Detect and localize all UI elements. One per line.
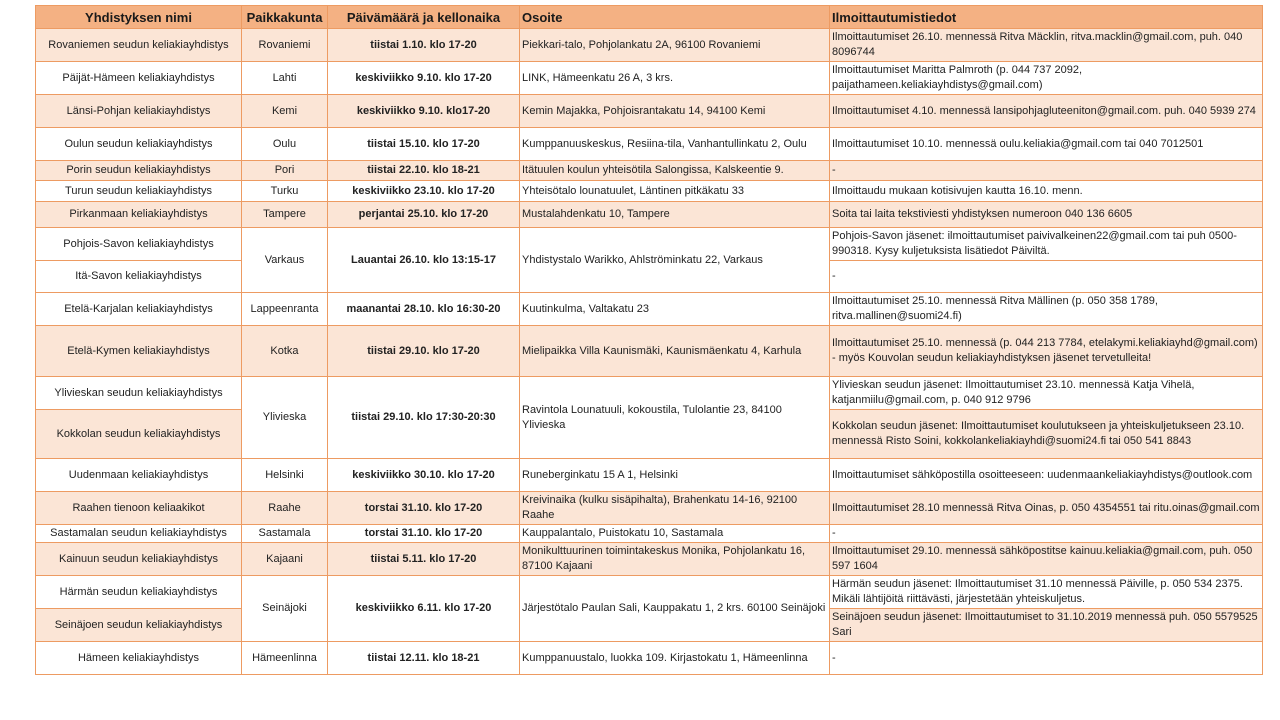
cell-name: Turun seudun keliakiayhdistys [36,181,242,202]
cell-date: keskiviikko 30.10. klo 17-20 [328,459,520,492]
cell-date: keskiviikko 9.10. klo17-20 [328,95,520,128]
table-row [36,29,1263,62]
table-row [36,377,1263,410]
cell-info: - [830,161,1263,181]
cell-info: Kokkolan seudun jäsenet: Ilmoittautumiset koulutukseen ja yhteiskuljetukseen 23.10. mennessä Risto Soini, kokkolankeliakiayhdi@suomi24.fi tai 050 541 8843 [830,410,1263,459]
cell-address: Kemin Majakka, Pohjoisrantakatu 14, 94100 Kemi [520,95,830,128]
cell-info: - [830,642,1263,675]
table-row [36,62,1263,95]
cell-address: Runeberginkatu 15 A 1, Helsinki [520,459,830,492]
table-row [36,293,1263,326]
cell-date: torstai 31.10. klo 17-20 [328,525,520,543]
cell-info: Ilmoittautumiset 25.10. mennessä (p. 044 213 7784, etelakymi.keliakiayhd@gmail.com) - myös Kouvolan seudun keliakiayhdistyksen jäsenet tervetulleita! [830,326,1263,377]
header-registration-info: Ilmoittautumistiedot [830,6,1263,29]
cell-address: Kumppanuuskeskus, Resiina-tila, Vanhantullinkatu 2, Oulu [520,128,830,161]
cell-name: Kainuun seudun keliakiayhdistys [36,543,242,576]
cell-date: tiistai 1.10. klo 17-20 [328,29,520,62]
cell-name: Ylivieskan seudun keliakiayhdistys [36,377,242,410]
cell-date: keskiviikko 23.10. klo 17-20 [328,181,520,202]
cell-info: - [830,525,1263,543]
cell-date: keskiviikko 6.11. klo 17-20 [328,576,520,642]
cell-city: Sastamala [242,525,328,543]
cell-address: Kuutinkulma, Valtakatu 23 [520,293,830,326]
events-table [35,5,1263,675]
header-date-time: Päivämäärä ja kellonaika [328,6,520,29]
cell-info: Ilmoittautumiset 26.10. mennessä Ritva Mäcklin, ritva.macklin@gmail.com, puh. 040 8096744 [830,29,1263,62]
cell-info: Härmän seudun jäsenet: Ilmoittautumiset 31.10 mennessä Päiville, p. 050 534 2375. Mikäli lähtijöitä riittävästi, järjestetään yhteiskuljetus. [830,576,1263,609]
cell-date: torstai 31.10. klo 17-20 [328,492,520,525]
header-address: Osoite [520,6,830,29]
table-row [36,181,1263,202]
cell-name: Pirkanmaan keliakiayhdistys [36,202,242,228]
table-row [36,202,1263,228]
cell-name: Uudenmaan keliakiayhdistys [36,459,242,492]
cell-address: Järjestötalo Paulan Sali, Kauppakatu 1, 2 krs. 60100 Seinäjoki [520,576,830,642]
cell-address: Yhdistystalo Warikko, Ahlströminkatu 22, Varkaus [520,228,830,293]
cell-name: Härmän seudun keliakiayhdistys [36,576,242,609]
cell-city: Lappeenranta [242,293,328,326]
cell-date: tiistai 29.10. klo 17:30-20:30 [328,377,520,459]
cell-name: Päijät-Hämeen keliakiayhdistys [36,62,242,95]
cell-name: Pohjois-Savon keliakiayhdistys [36,228,242,261]
cell-city: Tampere [242,202,328,228]
cell-city: Turku [242,181,328,202]
cell-info: Soita tai laita tekstiviesti yhdistyksen numeroon 040 136 6605 [830,202,1263,228]
cell-info: Ilmoittautumiset 29.10. mennessä sähköpostitse kainuu.keliakia@gmail.com, puh. 050 597 1604 [830,543,1263,576]
cell-name: Seinäjoen seudun keliakiayhdistys [36,609,242,642]
cell-date: tiistai 22.10. klo 18-21 [328,161,520,181]
cell-date: tiistai 12.11. klo 18-21 [328,642,520,675]
cell-date: tiistai 5.11. klo 17-20 [328,543,520,576]
table-row [36,492,1263,525]
table-row [36,543,1263,576]
cell-name: Raahen tienoon keliaakikot [36,492,242,525]
table-row [36,228,1263,261]
cell-address: Piekkari-talo, Pohjolankatu 2A, 96100 Rovaniemi [520,29,830,62]
header-association-name: Yhdistyksen nimi [36,6,242,29]
cell-city: Raahe [242,492,328,525]
cell-address: Mielipaikka Villa Kaunismäki, Kaunismäenkatu 4, Karhula [520,326,830,377]
cell-info: Ilmoittautumiset Maritta Palmroth (p. 044 737 2092, paijathameen.keliakiayhdistys@gmail.com) [830,62,1263,95]
cell-address: Itätuulen koulun yhteisötila Salongissa, Kalskeentie 9. [520,161,830,181]
cell-city: Lahti [242,62,328,95]
cell-info: Ilmoittautumiset 25.10. mennessä Ritva Mällinen (p. 050 358 1789, ritva.mallinen@suomi24.fi) [830,293,1263,326]
cell-info: Ylivieskan seudun jäsenet: Ilmoittautumiset 23.10. mennessä Katja Vihelä, katjanmiilu@gmail.com, p. 040 912 9796 [830,377,1263,410]
cell-date: tiistai 15.10. klo 17-20 [328,128,520,161]
header-city: Paikkakunta [242,6,328,29]
cell-date: perjantai 25.10. klo 17-20 [328,202,520,228]
cell-name: Kokkolan seudun keliakiayhdistys [36,410,242,459]
cell-address: Kumppanuustalo, luokka 109. Kirjastokatu 1, Hämeenlinna [520,642,830,675]
cell-address: LINK, Hämeenkatu 26 A, 3 krs. [520,62,830,95]
cell-date: Lauantai 26.10. klo 13:15-17 [328,228,520,293]
table-row [36,576,1263,609]
cell-city: Kajaani [242,543,328,576]
cell-name: Itä-Savon keliakiayhdistys [36,261,242,293]
cell-address: Kreivinaika (kulku sisäpihalta), Brahenkatu 14-16, 92100 Raahe [520,492,830,525]
cell-name: Sastamalan seudun keliakiayhdistys [36,525,242,543]
cell-info: Ilmoittautumiset 10.10. mennessä oulu.keliakia@gmail.com tai 040 7012501 [830,128,1263,161]
cell-name: Etelä-Kymen keliakiayhdistys [36,326,242,377]
cell-name: Oulun seudun keliakiayhdistys [36,128,242,161]
cell-date: maanantai 28.10. klo 16:30-20 [328,293,520,326]
cell-city: Seinäjoki [242,576,328,642]
cell-info: Pohjois-Savon jäsenet: ilmoittautumiset paivivalkeinen22@gmail.com tai puh 0500-990318. Kysy kuljetuksista lisätiedot Päiviltä. [830,228,1263,261]
cell-date: tiistai 29.10. klo 17-20 [328,326,520,377]
cell-name: Länsi-Pohjan keliakiayhdistys [36,95,242,128]
cell-city: Kemi [242,95,328,128]
cell-address: Yhteisötalo lounatuulet, Läntinen pitkäkatu 33 [520,181,830,202]
table-row [36,642,1263,675]
cell-address: Mustalahdenkatu 10, Tampere [520,202,830,228]
cell-city: Kotka [242,326,328,377]
table-row [36,161,1263,181]
cell-city: Hämeenlinna [242,642,328,675]
cell-name: Porin seudun keliakiayhdistys [36,161,242,181]
table-row [36,459,1263,492]
table-row [36,95,1263,128]
cell-name: Hämeen keliakiayhdistys [36,642,242,675]
cell-info: Ilmoittautumiset 28.10 mennessä Ritva Oinas, p. 050 4354551 tai ritu.oinas@gmail.com [830,492,1263,525]
cell-address: Ravintola Lounatuuli, kokoustila, Tulolantie 23, 84100 Ylivieska [520,377,830,459]
cell-name: Rovaniemen seudun keliakiayhdistys [36,29,242,62]
cell-city: Pori [242,161,328,181]
table-row [36,128,1263,161]
cell-info: Ilmoittaudu mukaan kotisivujen kautta 16.10. menn. [830,181,1263,202]
cell-city: Ylivieska [242,377,328,459]
cell-info: Seinäjoen seudun jäsenet: Ilmoittautumiset to 31.10.2019 mennessä puh. 050 5579525 Sari [830,609,1263,642]
cell-city: Varkaus [242,228,328,293]
cell-city: Helsinki [242,459,328,492]
cell-name: Etelä-Karjalan keliakiayhdistys [36,293,242,326]
cell-info: Ilmoittautumiset 4.10. mennessä lansipohjagluteeniton@gmail.com. puh. 040 5939 274 [830,95,1263,128]
cell-city: Rovaniemi [242,29,328,62]
cell-info: - [830,261,1263,293]
cell-date: keskiviikko 9.10. klo 17-20 [328,62,520,95]
cell-address: Monikulttuurinen toimintakeskus Monika, Pohjolankatu 16, 87100 Kajaani [520,543,830,576]
cell-info: Ilmoittautumiset sähköpostilla osoitteeseen: uudenmaankeliakiayhdistys@outlook.com [830,459,1263,492]
table-row [36,326,1263,377]
table-row [36,525,1263,543]
cell-city: Oulu [242,128,328,161]
cell-address: Kauppalantalo, Puistokatu 10, Sastamala [520,525,830,543]
table-header-row [36,6,1263,29]
